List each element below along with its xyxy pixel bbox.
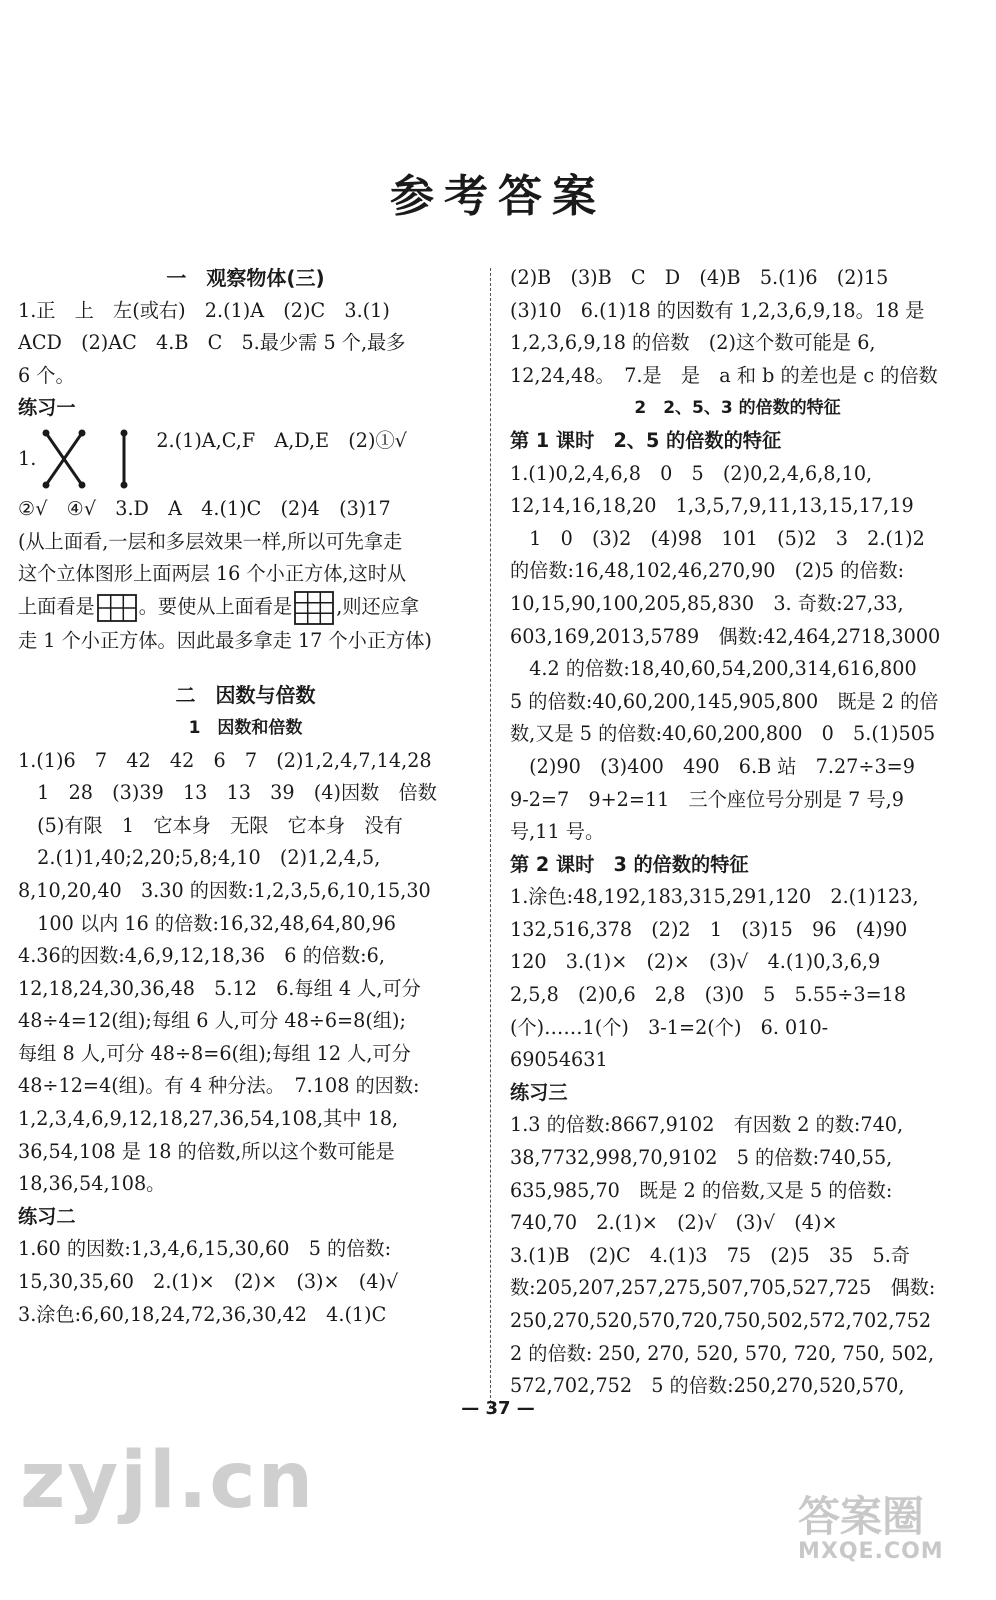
answer-line: 48÷12=4(组)。有 4 种分法。 7.108 的因数: [18, 1074, 420, 1098]
top-view-grid-3x3 [294, 591, 334, 625]
answer-line: 5 的倍数:40,60,200,145,905,800 既是 2 的倍 [510, 689, 939, 713]
answer-line: (个)……1(个) 3-1=2(个) 6. 010- [510, 1015, 829, 1039]
watermark-zyjl: zyjl.cn [20, 1436, 316, 1526]
watermark-mxqe-title: 答案圈 [798, 1492, 925, 1541]
grid-line-text-a: 上面看是 [18, 594, 95, 618]
exercise1-grid-line [18, 591, 473, 625]
lesson2-answers [510, 881, 965, 1077]
answer-line: 2,5,8 (2)0,6 2,8 (3)0 5 5.55÷3=18 [510, 983, 907, 1007]
answer-line: 3.涂色:6,60,18,24,72,36,30,42 4.(1)C [18, 1302, 387, 1326]
page-title: 参考答案 [390, 171, 606, 222]
lesson1-answers [510, 458, 965, 849]
section-title-factors: 二 因数与倍数 [175, 683, 316, 708]
exercise1-q1-row [18, 425, 473, 493]
matching-lines-diagram [38, 427, 138, 491]
answer-line: 38,7732,998,70,9102 5 的倍数:740,55, [510, 1146, 893, 1170]
answer-line: 18,36,54,108。 [18, 1172, 166, 1196]
answer-line: 2.(1)1,40;2,20;5,8;4,10 (2)1,2,4,5, [18, 846, 381, 870]
answer-line: 603,169,2013,5789 偶数:42,464,2718,3000 [510, 624, 941, 648]
answer-line: 740,70 2.(1)× (2)√ (3)√ (4)× [510, 1211, 838, 1235]
answer-line: 这个立体图形上面两层 16 个小正方体,这时从 [18, 562, 407, 586]
answer-line: 的倍数:16,48,102,46,270,90 (2)5 的倍数: [510, 559, 905, 583]
grid-line-text-c: ,则还应拿 [336, 594, 420, 618]
answer-line: 2 的倍数: 250, 270, 520, 570, 720, 750, 502, [510, 1341, 935, 1365]
exercise1-q1-text: 2.(1)A,C,F A,D,E (2)①√ [156, 428, 407, 452]
grid-line-text-b: 。要使从上面看是 [138, 594, 293, 618]
answer-line: 12,14,16,18,20 1,3,5,7,9,11,13,15,17,19 [510, 494, 914, 518]
exercise1-q1-label: 1. [18, 446, 37, 470]
subsection-factors-answers [18, 745, 473, 1201]
answer-line: 8,10,20,40 3.30 的因数:1,2,3,5,6,10,15,30 [18, 878, 431, 902]
subsection-title-multiples: 2 2、5、3 的倍数的特征 [634, 398, 841, 419]
lesson1-title: 第 1 课时 2、5 的倍数的特征 [510, 428, 782, 452]
answer-line: 132,516,378 (2)2 1 (3)15 96 (4)90 [510, 917, 908, 941]
answer-line: 1.(1)6 7 42 42 6 7 (2)1,2,4,7,14,28 [18, 748, 432, 772]
exercise3-title: 练习三 [510, 1080, 568, 1104]
answer-line: 100 以内 16 的倍数:16,32,48,64,80,96 [18, 911, 396, 935]
answer-line: (2)B (3)B C D (4)B 5.(1)6 (2)15 [510, 266, 889, 289]
answer-line: 12,18,24,30,36,48 5.12 6.每组 4 人,可分 [18, 976, 421, 1000]
answer-line: 12,24,48。 7.是 是 a 和 b 的差也是 c 的倍数 [510, 363, 938, 387]
answer-line: 每组 8 人,可分 48÷8=6(组);每组 12 人,可分 [18, 1041, 411, 1065]
exercise1-last-line: 走 1 个小正方体。因此最多拿走 17 个小正方体) [18, 628, 432, 652]
exercise3-answers [510, 1109, 965, 1402]
answer-line: 数:205,207,257,275,507,705,527,725 偶数: [510, 1276, 936, 1300]
exercise1-answers [18, 493, 473, 591]
answer-line: 1.涂色:48,192,183,315,291,120 2.(1)123, [510, 885, 919, 909]
answer-line: 6 个。 [18, 363, 75, 387]
answer-line: 1 0 (3)2 (4)98 101 (5)2 3 2.(1)2 [510, 526, 925, 550]
watermark-mxqe-url: MXQE.COM [798, 1539, 944, 1564]
answer-line: ACD (2)AC 4.B C 5.最少需 5 个,最多 [18, 331, 406, 355]
answer-line: 10,15,90,100,205,85,830 3. 奇数:27,33, [510, 591, 904, 615]
watermark-mxqe [798, 1492, 944, 1564]
answer-line: ②√ ④√ 3.D A 4.(1)C (2)4 (3)17 [18, 496, 391, 520]
answer-line: (从上面看,一层和多层效果一样,所以可先拿走 [18, 529, 403, 553]
answer-line: (5)有限 1 它本身 无限 它本身 没有 [18, 813, 403, 837]
answer-line: 3.(1)B (2)C 4.(1)3 75 (2)5 35 5.奇 [510, 1243, 910, 1267]
left-column [18, 262, 473, 1331]
answer-line: 1,2,3,4,6,9,12,18,27,36,54,108,其中 18, [18, 1107, 399, 1131]
answer-line: (3)10 6.(1)18 的因数有 1,2,3,6,9,18。18 是 [510, 298, 925, 322]
answer-line: 250,270,520,570,720,750,502,572,702,752 [510, 1309, 932, 1332]
answer-line: 69054631 [510, 1048, 608, 1072]
answer-line: 48÷4=12(组);每组 6 人,可分 48÷6=8(组); [18, 1009, 406, 1033]
answer-line: 1,2,3,6,9,18 的倍数 (2)这个数可能是 6, [510, 331, 876, 355]
page-number: — 37 — [461, 1398, 535, 1419]
exercise2-title: 练习二 [18, 1204, 76, 1228]
lesson2-title: 第 2 课时 3 的倍数的特征 [510, 852, 749, 876]
section-title-observe: 一 观察物体(三) [166, 266, 325, 290]
answer-line: 36,54,108 是 18 的倍数,所以这个数可能是 [18, 1139, 395, 1163]
answer-line: 1.3 的倍数:8667,9102 有因数 2 的数:740, [510, 1113, 904, 1137]
answer-line: 1.60 的因数:1,3,4,6,15,30,60 5 的倍数: [18, 1237, 392, 1261]
continued-answers [510, 262, 965, 392]
answer-line: 635,985,70 既是 2 的倍数,又是 5 的倍数: [510, 1178, 893, 1202]
right-column [510, 262, 965, 1403]
top-view-grid-2x3 [97, 594, 137, 622]
subsection-title-factors: 1 因数和倍数 [188, 717, 303, 738]
answer-line: 号,11 号。 [510, 820, 605, 844]
answer-line: 120 3.(1)× (2)× (3)√ 4.(1)0,3,6,9 [510, 950, 881, 974]
answer-line: 1.(1)0,2,4,6,8 0 5 (2)0,2,4,6,8,10, [510, 461, 873, 485]
answer-line: (2)90 (3)400 490 6.B 站 7.27÷3=9 [510, 754, 915, 778]
section-observe-answers [18, 295, 473, 393]
answer-line: 572,702,752 5 的倍数:250,270,520,570, [510, 1374, 905, 1398]
answer-line: 9-2=7 9+2=11 三个座位号分别是 7 号,9 [510, 787, 904, 811]
exercise2-answers [18, 1233, 473, 1331]
answer-line: 1.正 上 左(或右) 2.(1)A (2)C 3.(1) [18, 298, 390, 322]
answer-line: 15,30,35,60 2.(1)× (2)× (3)× (4)√ [18, 1270, 399, 1294]
answer-line: 1 28 (3)39 13 13 39 (4)因数 倍数 [18, 781, 437, 805]
answer-line: 4.36的因数:4,6,9,12,18,36 6 的倍数:6, [18, 944, 385, 968]
answer-line: 数,又是 5 的倍数:40,60,200,800 0 5.(1)505 [510, 722, 936, 746]
column-divider [490, 268, 491, 1408]
answer-line: 4.2 的倍数:18,40,60,54,200,314,616,800 [510, 657, 917, 681]
exercise1-title: 练习一 [18, 396, 76, 420]
